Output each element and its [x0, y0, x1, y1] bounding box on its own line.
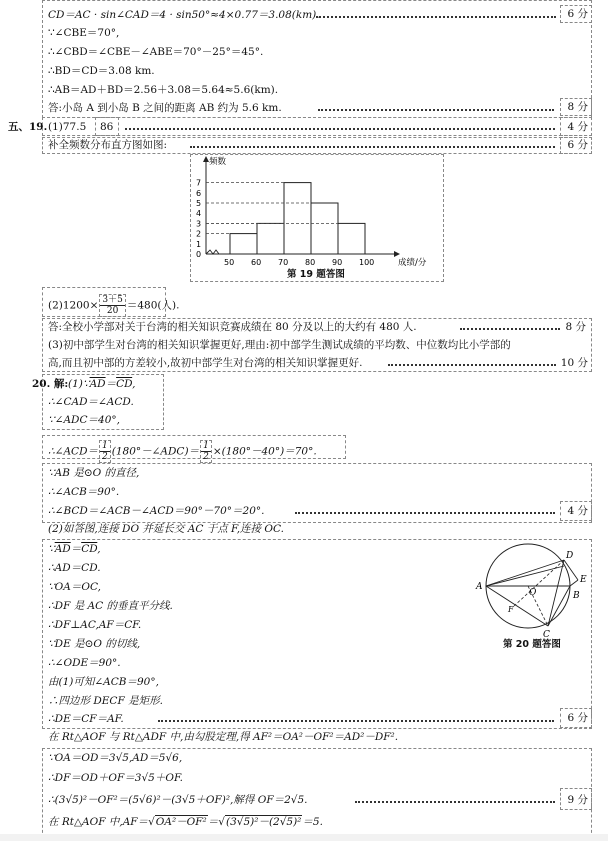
half-1: [99, 440, 111, 463]
af-prefix: 在 Rt△AOF 中,AF＝: [48, 816, 149, 828]
arc-ad: $\overline{AD}$: [54, 543, 71, 555]
half-den: 2: [203, 452, 209, 462]
answer-box-19a: [42, 117, 592, 136]
seg-be: [570, 580, 578, 586]
line-18-4: ∴BD＝CD＝3.08 km.: [48, 65, 155, 77]
eq: ＝: [70, 543, 82, 555]
half-num: 1: [102, 441, 108, 451]
line-20-22: ∴(3√5)²－OF²＝(5√6)²－(3√5＋OF)²,解得 OF＝2√5.: [48, 794, 308, 806]
dot-leader: [190, 146, 555, 148]
label-d: D: [566, 551, 574, 561]
line-20-6: ∴∠ACB＝90°.: [48, 486, 120, 498]
line-20-3: ∵∠ADC＝40°,: [48, 414, 120, 426]
line-20-14: ∵DE 是⊙O 的切线,: [48, 638, 141, 650]
page-bottom-edge: [0, 834, 608, 841]
af-result: ＝5.: [302, 816, 323, 828]
x-axis-label: 成绩/分: [398, 258, 427, 268]
y-tick-label: 2: [196, 229, 202, 239]
y-axis-label: 频数: [209, 157, 227, 167]
y-tick-label: 6: [196, 188, 202, 198]
x-tick-label: 100: [359, 258, 375, 267]
dot-leader: [355, 801, 555, 803]
because-1: (1)∵: [68, 378, 90, 390]
comma: ,: [132, 378, 136, 390]
half-num: 1: [203, 441, 209, 451]
dot-leader: [158, 720, 554, 722]
line-19-3: [48, 294, 179, 317]
line-20-2: ∴∠CAD＝∠ACD.: [48, 396, 134, 408]
line-20-5: ∵AB 是⊙O 的直径,: [48, 467, 140, 479]
question-20-head: 20. 解:: [32, 378, 69, 390]
line-20-1: [68, 377, 136, 391]
calc-a: ∴∠ACD＝: [48, 445, 99, 458]
line-20-16: 由(1)可知∠ACB＝90°,: [48, 676, 159, 688]
answer-19-1a: (1)77.5: [48, 121, 87, 133]
x-tick-label: 70: [278, 258, 289, 267]
dot-leader: [318, 109, 554, 111]
radical-1: OA²－OF²: [155, 816, 207, 828]
score-19-1: 4 分: [567, 121, 588, 133]
score-18-1: 6 分: [567, 8, 588, 20]
x-tick-label: 90: [332, 258, 343, 267]
seg-df: [514, 560, 564, 606]
y-tick-label: 1: [196, 239, 202, 249]
y-tick-label: 4: [196, 209, 202, 219]
label-b: B: [573, 591, 580, 601]
line-19-2: 补全频数分布直方图如图:: [48, 139, 168, 151]
seg-ac: [486, 586, 548, 626]
histogram-bar: [257, 223, 284, 254]
comma: ,: [97, 543, 101, 555]
chart-caption: 第 19 题答图: [287, 269, 345, 280]
histogram-bar: [284, 183, 311, 254]
score-19-4: 10 分: [560, 357, 588, 369]
dot-leader: [295, 512, 555, 514]
y-tick-label: 3: [196, 219, 202, 229]
line-20-15: ∴∠ODE＝90°.: [48, 657, 121, 669]
label-c: C: [543, 630, 550, 638]
answer-19-1b: 86: [100, 121, 114, 133]
dot-leader: [125, 128, 555, 130]
y-tick-label: 7: [196, 178, 202, 188]
calc-prefix: (2)1200×: [48, 299, 99, 312]
line-18-5: ∴AB＝AD＋BD＝2.56＋3.08＝5.64≈5.6(km).: [48, 84, 279, 96]
histogram-bar: [311, 203, 338, 254]
arc-cd: $\overline{CD}$: [81, 543, 98, 555]
label-a: A: [476, 582, 483, 592]
line-20-8: (2)如答图,连接 DO 并延长交 AC 于点 F,连接 OC.: [48, 523, 284, 535]
line-18-1: CD＝AC · sin∠CAD＝4 · sin50°≈4×0.77＝3.08(km).: [48, 9, 320, 21]
histogram-bar: [338, 223, 365, 254]
half-2: [200, 440, 212, 463]
score-20-3: 9 分: [567, 794, 588, 806]
line-20-17: ∴四边形 DECF 是矩形.: [48, 695, 163, 707]
label-o: O: [529, 588, 537, 598]
score-19-2: 6 分: [567, 139, 588, 151]
dot-leader: [460, 328, 560, 330]
line-19-6: 高,而且初中部的方差较小,故初中部学生对台湾的相关知识掌握更好.: [48, 357, 363, 369]
line-20-18: ∴DE＝CF＝AF.: [48, 713, 124, 725]
x-tick-label: 80: [305, 258, 316, 267]
line-20-19: 在 Rt△AOF 与 Rt△ADF 中,由勾股定理,得 AF²＝OA²－OF²＝AD²－DF².: [48, 731, 399, 743]
line-19-4: 答:全校小学部对关于台湾的相关知识竞赛成绩在 80 分及以上的大约有 480 人.: [48, 321, 417, 333]
line-20-13: ∴DF⊥AC,AF＝CF.: [48, 619, 142, 631]
because-2: ∵: [48, 543, 55, 555]
score-18-2: 8 分: [567, 101, 588, 113]
label-e: E: [580, 575, 587, 585]
tangent-de: [564, 560, 578, 580]
line-20-21: ∴DF＝OD＋OF＝3√5＋OF.: [48, 772, 183, 784]
geometry-figure: [474, 538, 596, 638]
radical-2: (3√5)²－(2√5)²: [225, 816, 302, 828]
af-eq: ＝: [207, 816, 219, 828]
line-20-10: ∴AD＝CD.: [48, 562, 101, 574]
y-tick-label: 0: [196, 250, 202, 259]
line-20-4: [48, 440, 317, 463]
line-20-9: [48, 542, 101, 556]
line-20-20: ∵OA＝OD＝3√5,AD＝5√6,: [48, 752, 183, 764]
seg-ad2: [486, 566, 564, 586]
line-18-2: ∵∠CBE＝70°,: [48, 27, 120, 39]
score-20-2: 6 分: [567, 712, 588, 724]
line-20-12: ∴DF 是 AC 的垂直平分线.: [48, 600, 173, 612]
axis-break-icon: [206, 250, 219, 254]
fig-caption: 第 20 题答图: [503, 639, 561, 650]
calc-c: ×(180°－40°)＝70°.: [212, 445, 317, 458]
y-tick-label: 5: [196, 199, 202, 208]
arc-cd: $\overline{CD}$: [116, 378, 133, 390]
arc-ad: $\overline{AD}$: [89, 378, 106, 390]
fraction: [99, 294, 125, 317]
fraction-den: 20: [106, 306, 119, 316]
line-20-11: ∵OA＝OC,: [48, 581, 101, 593]
line-20-23: 在 Rt△AOF 中,AF＝√OA²－OF²＝√(3√5)²－(2√5)²＝5.: [48, 816, 323, 828]
line-18-6: 答:小岛 A 到小岛 B 之间的距离 AB 约为 5.6 km.: [48, 102, 282, 114]
dot-leader: [388, 364, 556, 366]
x-tick-label: 60: [251, 258, 262, 267]
label-f: F: [508, 605, 514, 614]
seg-bc: [548, 586, 570, 626]
fraction-num: 3＋5: [102, 295, 123, 305]
half-den: 2: [102, 452, 108, 462]
line-18-3: ∴∠CBD＝∠CBE－∠ABE＝70°－25°＝45°.: [48, 46, 264, 58]
histogram-bar: [230, 234, 257, 254]
line-20-7: ∴∠BCD＝∠ACB－∠ACD＝90°－70°＝20°.: [48, 505, 265, 517]
score-20-1: 4 分: [567, 505, 588, 517]
seg-ad: [486, 560, 564, 586]
eq: ＝: [105, 378, 117, 390]
x-axis-arrow: [394, 251, 400, 257]
dot-leader: [316, 16, 556, 18]
histogram-chart: [190, 154, 444, 272]
calc-suffix: ＝480(人).: [126, 299, 180, 312]
calc-b: (180°－∠ADC)＝: [111, 445, 200, 458]
question-19-head: 五、19.: [8, 121, 48, 133]
line-19-5: (3)初中部学生对台湾的相关知识掌握更好,理由:初中部学生测试成绩的平均数、中位数均比小学部的: [48, 339, 511, 351]
score-19-3: 8 分: [565, 321, 586, 333]
x-tick-label: 50: [224, 258, 235, 267]
